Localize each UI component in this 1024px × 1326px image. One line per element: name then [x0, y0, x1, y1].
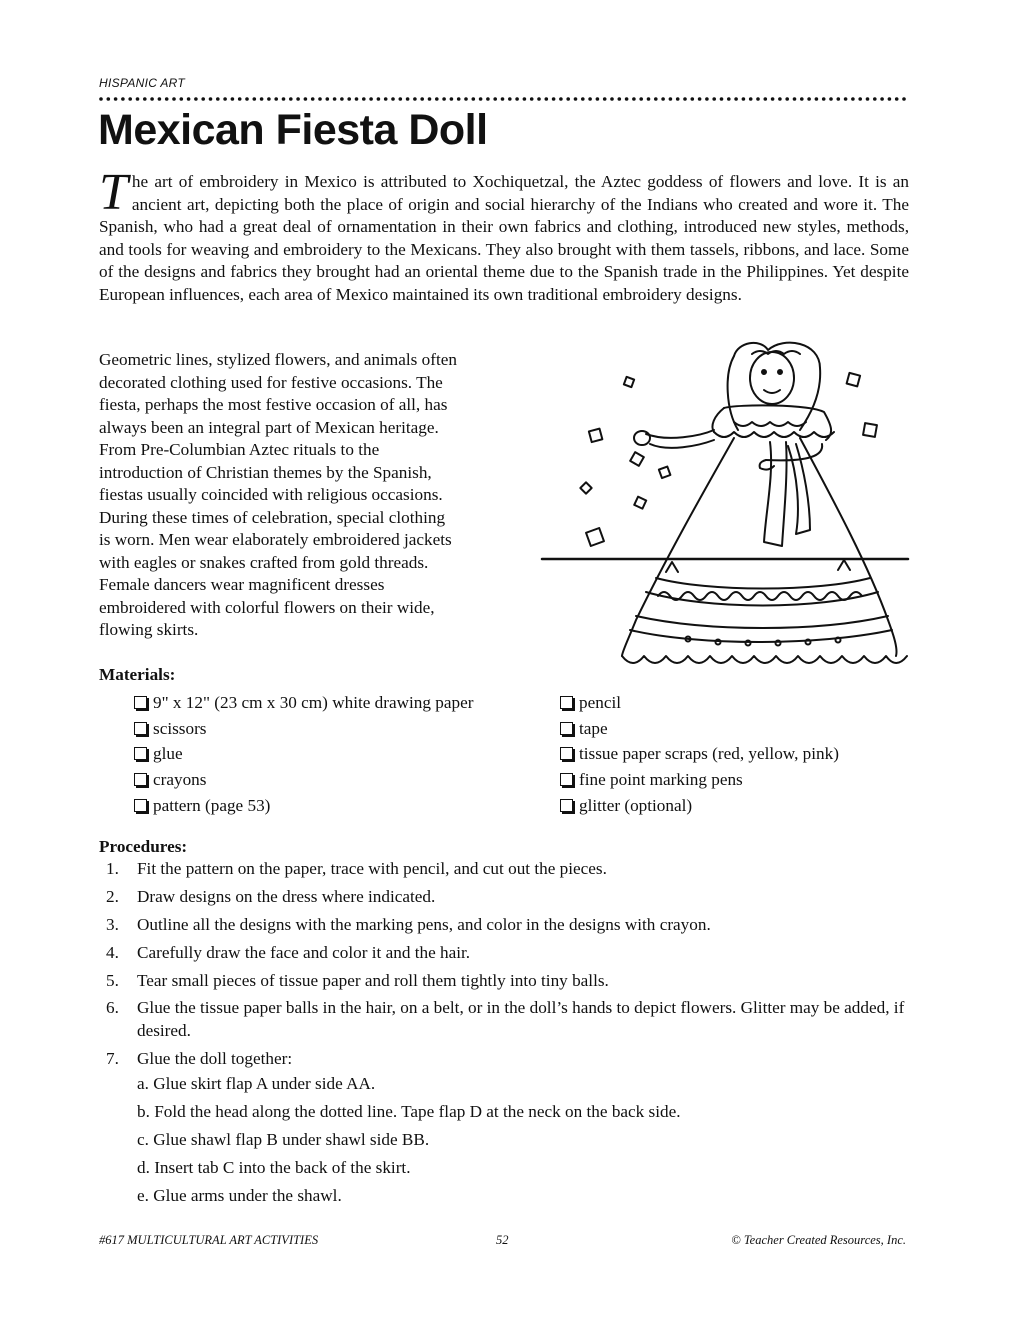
procedure-step — [100, 997, 910, 1042]
material-item — [134, 793, 473, 819]
checkbox-icon — [560, 773, 573, 786]
procedure-step — [100, 886, 910, 909]
checkbox-icon — [134, 799, 147, 812]
material-item — [560, 767, 839, 793]
step-number: 7. — [106, 1048, 119, 1068]
materials-heading: Materials: — [99, 665, 176, 684]
step-text: Outline all the designs with the marking pens, and color in the designs with crayon. — [137, 914, 711, 934]
materials-list-right — [560, 690, 839, 818]
substep: b. Fold the head along the dotted line. Tape flap D at the neck on the back side. — [137, 1102, 681, 1122]
material-item — [134, 716, 473, 742]
procedure-step — [100, 1048, 910, 1211]
material-label: glue — [153, 744, 183, 764]
procedures-heading: Procedures: — [99, 837, 188, 856]
step-number: 4. — [106, 942, 119, 962]
paragraph-line: with eagles or snakes crafted from gold threads. — [99, 552, 429, 572]
procedure-step — [100, 914, 910, 937]
paragraph-line: From Pre-Columbian Aztec rituals to the — [99, 440, 380, 459]
material-item — [560, 741, 839, 767]
page-title: Mexican Fiesta Doll — [98, 106, 488, 154]
step-number: 5. — [106, 970, 119, 990]
procedures-list — [100, 858, 910, 1216]
checkbox-icon — [134, 773, 147, 786]
checkbox-icon — [560, 696, 573, 709]
fiesta-doll-illustration — [538, 334, 910, 679]
material-label: 9" x 12" (23 cm x 30 cm) white drawing paper — [153, 693, 474, 712]
material-label: tissue paper scraps (red, yellow, pink) — [579, 744, 839, 764]
dotted-rule — [99, 95, 909, 103]
drop-cap: T — [99, 164, 128, 221]
material-label: pattern (page 53) — [153, 795, 271, 815]
footer-copyright: © Teacher Created Resources, Inc. — [731, 1233, 906, 1247]
checkbox-icon — [560, 747, 573, 760]
paragraph-line: flowing skirts. — [99, 620, 199, 639]
step-text: Fit the pattern on the paper, trace with pencil, and cut out the pieces. — [137, 859, 607, 878]
paragraph-line: fiestas usually coincided with religious occasions. — [99, 485, 443, 504]
step-number: 1. — [106, 859, 119, 878]
step-text: Glue the doll together: — [137, 1048, 293, 1068]
checkbox-icon — [134, 722, 147, 735]
footer-book-title: #617 MULTICULTURAL ART ACTIVITIES — [99, 1233, 319, 1247]
procedure-step — [100, 942, 910, 965]
material-item — [560, 793, 839, 819]
material-item — [560, 716, 839, 742]
material-item — [134, 690, 473, 716]
substep: a. Glue skirt flap A under side AA. — [137, 1074, 376, 1094]
paragraph-line: During these times of celebration, special clothing — [99, 507, 446, 527]
substep: c. Glue shawl flap B under shawl side BB. — [137, 1130, 430, 1150]
step-text: Tear small pieces of tissue paper and roll them tightly into tiny balls. — [137, 970, 609, 990]
material-label: crayons — [153, 770, 207, 790]
paragraph-line: decorated clothing used for festive occasions. The — [99, 372, 443, 392]
paragraph-line: is worn. Men wear elaborately embroidered jackets — [99, 530, 452, 549]
section-label: HISPANIC ART — [99, 76, 186, 90]
paragraph-line: Female dancers wear magnificent dresses — [99, 575, 385, 594]
paragraph-line: introduction of Christian themes by the Spanish, — [99, 462, 432, 482]
material-label: fine point marking pens — [579, 770, 743, 790]
paragraph-line: always been an integral part of Mexican heritage. — [99, 417, 439, 437]
intro-paragraph — [99, 164, 909, 306]
geometric-paragraph — [99, 349, 509, 642]
footer-page-number: 52 — [496, 1233, 509, 1247]
procedure-step — [100, 858, 910, 881]
step-number: 6. — [106, 998, 119, 1018]
paragraph-line: embroidered with colorful flowers on their wide, — [99, 597, 435, 617]
procedure-step — [100, 970, 910, 993]
paragraph-line: fiesta, perhaps the most festive occasion of all, has — [99, 395, 448, 414]
step-number: 3. — [106, 914, 119, 934]
materials-list-left — [134, 690, 473, 818]
paragraph-line: Geometric lines, stylized flowers, and animals often — [99, 350, 457, 369]
step-text: Carefully draw the face and color it and the hair. — [137, 942, 471, 962]
checkbox-icon — [560, 799, 573, 812]
material-label: pencil — [579, 693, 621, 712]
substep: e. Glue arms under the shawl. — [137, 1186, 342, 1206]
step-number: 2. — [106, 886, 119, 906]
material-label: glitter (optional) — [579, 795, 693, 815]
step-text: Draw designs on the dress where indicated. — [137, 886, 436, 906]
checkbox-icon — [560, 722, 573, 735]
intro-text: he art of embroidery in Mexico is attributed to Xochiquetzal, the Aztec goddess of flowers and love. It is an ancient art, depicting both the place of origin and social hierarchy of the Indians who created and wore it. The Spanish, who had a great deal of ornamentation in their own fabrics and clothing, introduced new styles, methods, and tools for weaving and embroidery to the Mexicans. They also brought with them tassels, ribbons, and lace. Some of the designs and fabrics they brought had an oriental theme due to the Spanish trade in the Philippines. Yet despite European influences, each area of Mexico maintained its own traditional embroidery designs. — [99, 172, 909, 304]
material-item — [560, 690, 839, 716]
checkbox-icon — [134, 747, 147, 760]
substep: d. Insert tab C into the back of the skirt. — [137, 1158, 411, 1178]
step-text: Glue the tissue paper balls in the hair, on a belt, or in the doll’s hands to depict flowers. Glitter may be added, if desired. — [137, 998, 905, 1040]
material-label: scissors — [153, 718, 207, 738]
substeps-list — [137, 1070, 910, 1210]
checkbox-icon — [134, 696, 147, 709]
material-item — [134, 767, 473, 793]
material-item — [134, 741, 473, 767]
material-label: tape — [579, 718, 608, 738]
